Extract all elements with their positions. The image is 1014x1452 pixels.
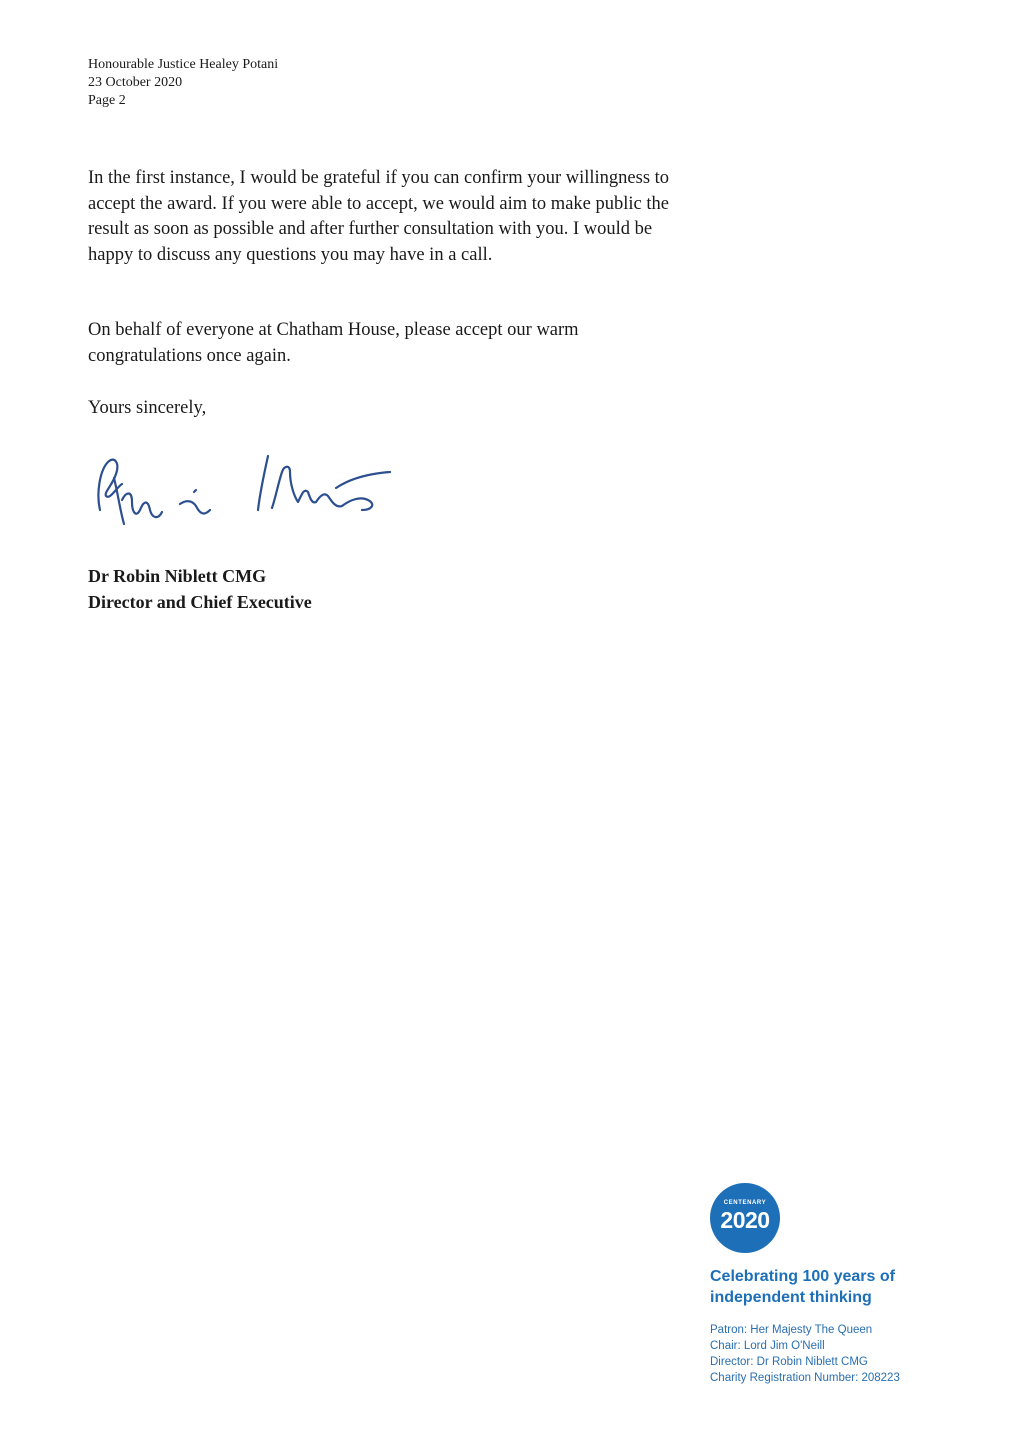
tagline-line-1: Celebrating 100 years of <box>710 1268 895 1285</box>
patron-line: Patron: Her Majesty The Queen <box>710 1324 873 1336</box>
charity-number-line: Charity Registration Number: 208223 <box>710 1372 900 1384</box>
body-paragraph-1: In the first instance, I would be grateful if you can confirm your willingness to accept the award. If you were able to accept, we would aim to make public the result as soon as possible and after further consultation with you. I would be happy to discuss any questions you may have in a call. <box>88 168 670 265</box>
director-line: Director: Dr Robin Niblett CMG <box>710 1356 868 1368</box>
date-line: 23 October 2020 <box>88 75 183 90</box>
handwritten-signature <box>92 448 402 538</box>
badge-year: 2020 <box>720 1207 770 1233</box>
page-number: Page 2 <box>88 93 126 108</box>
signatory-name: Dr Robin Niblett CMG <box>88 566 267 586</box>
chair-line: Chair: Lord Jim O'Neill <box>710 1340 825 1352</box>
recipient-line: Honourable Justice Healey Potani <box>88 57 279 72</box>
body-paragraph-2: On behalf of everyone at Chatham House, please accept our warm congratulations once again. <box>88 320 579 366</box>
letter-header <box>88 56 278 110</box>
signatory-block <box>88 563 312 615</box>
organisation-details <box>710 1322 990 1386</box>
tagline-line-2: independent thinking <box>710 1289 872 1306</box>
letterhead-footer <box>710 1183 990 1386</box>
badge-label: CENTENARY <box>723 1200 767 1206</box>
centenary-tagline <box>710 1266 990 1308</box>
signatory-title: Director and Chief Executive <box>88 592 312 612</box>
closing-salutation: Yours sincerely, <box>88 398 207 418</box>
centenary-badge <box>710 1183 780 1253</box>
